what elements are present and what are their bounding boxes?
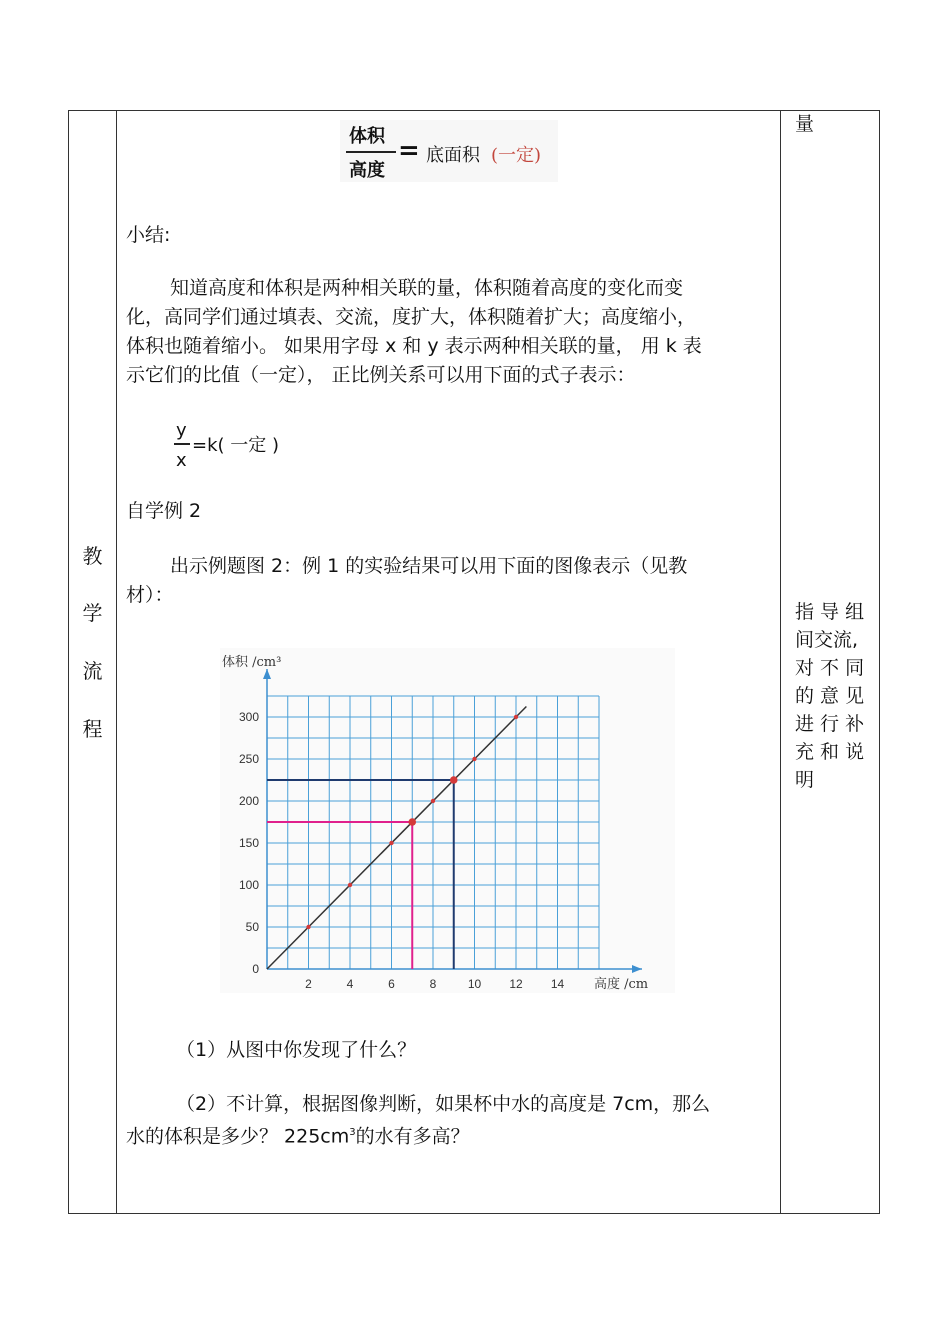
y-axis-label: 体积 /cm³ (222, 655, 282, 670)
data-point (348, 883, 352, 887)
question-1: （1）从图中你发现了什么？ (176, 1039, 417, 1061)
summary-line: 示它们的比值（一定）， 正比例关系可以用下面的式子表示： (126, 364, 636, 386)
remark-line: 充 和 说 (795, 741, 865, 763)
formula-fraction-bar (346, 151, 396, 153)
formula-result: 底面积 (426, 145, 480, 166)
side-label-char: 教 (82, 544, 103, 568)
data-line (267, 707, 526, 970)
question-2-line-2 (126, 1118, 470, 1151)
example-line: 材）： (126, 584, 174, 606)
question-2-text-end: 的水有多高？ (355, 1125, 470, 1148)
table-divider-right (780, 110, 781, 1214)
ratio-numerator: y (176, 420, 187, 441)
question-2-line: （2）不计算，根据图像判断，如果杯中水的高度是 7cm，那么 (176, 1093, 711, 1115)
y-tick-label: 100 (238, 878, 259, 892)
remark-line: 明 (795, 769, 815, 791)
chart-svg (220, 648, 675, 993)
remark-line: 间交流, (795, 629, 859, 651)
x-tick-label: 8 (429, 977, 437, 991)
x-axis-label: 高度 /cm (594, 977, 649, 992)
y-tick-label: 200 (238, 794, 259, 808)
x-tick-label: 10 (467, 977, 482, 991)
x-tick-label: 12 (509, 977, 523, 991)
question-2-text: 水的体积是多少？ 225cm (126, 1125, 350, 1148)
y-tick-label: 0 (252, 962, 259, 976)
remark-top: 量 (795, 113, 815, 135)
summary-title: 小结: (126, 224, 171, 246)
x-tick-label: 4 (346, 977, 354, 991)
data-point (431, 799, 435, 803)
y-tick-label: 150 (238, 836, 259, 850)
ratio-denominator: x (176, 450, 187, 471)
side-label-char: 流 (82, 659, 103, 683)
ratio-fraction-bar (174, 443, 190, 445)
x-tick-label: 6 (388, 977, 395, 991)
data-point (472, 757, 476, 761)
unit-superscript: 3 (349, 1127, 356, 1138)
side-label-char: 学 (82, 601, 103, 625)
x-tick-label: 2 (305, 977, 312, 991)
y-axis-arrow (263, 669, 271, 679)
x-axis-arrow (632, 965, 642, 973)
highlight-point (450, 776, 458, 784)
summary-line: 知道高度和体积是两种相关联的量，体积随着高度的变化而变 (170, 277, 684, 299)
formula-numerator: 体积 (349, 126, 385, 147)
volume-height-chart (220, 648, 675, 993)
formula-constant: (一定) (491, 145, 542, 166)
example-title: 自学例 2 (126, 500, 202, 522)
remark-line: 的 意 见 (795, 685, 865, 707)
summary-line: 化，高同学们通过填表、交流，度扩大，体积随着扩大；高度缩小， (126, 306, 697, 328)
x-tick-label: 14 (550, 977, 565, 991)
remark-line: 对 不 同 (795, 657, 865, 679)
summary-line: 体积也随着缩小。 如果用字母 x 和 y 表示两种相关联的量， 用 k 表 (126, 335, 702, 357)
remark-line: 进 行 补 (795, 713, 865, 735)
data-point (306, 925, 310, 929)
formula-equals: = (398, 136, 420, 166)
y-tick-label: 50 (245, 920, 259, 934)
side-label-char: 程 (82, 717, 103, 741)
highlight-point (408, 818, 416, 826)
ratio-rhs: =k( 一定 ) (192, 435, 279, 456)
remark-line: 指 导 组 (795, 601, 865, 623)
y-tick-label: 250 (238, 752, 259, 766)
data-point (514, 715, 518, 719)
y-tick-label: 300 (238, 710, 259, 724)
data-point (389, 841, 393, 845)
formula-denominator: 高度 (349, 160, 385, 181)
example-line: 出示例题图 2：例 1 的实验结果可以用下面的图像表示（见教 (170, 555, 688, 577)
